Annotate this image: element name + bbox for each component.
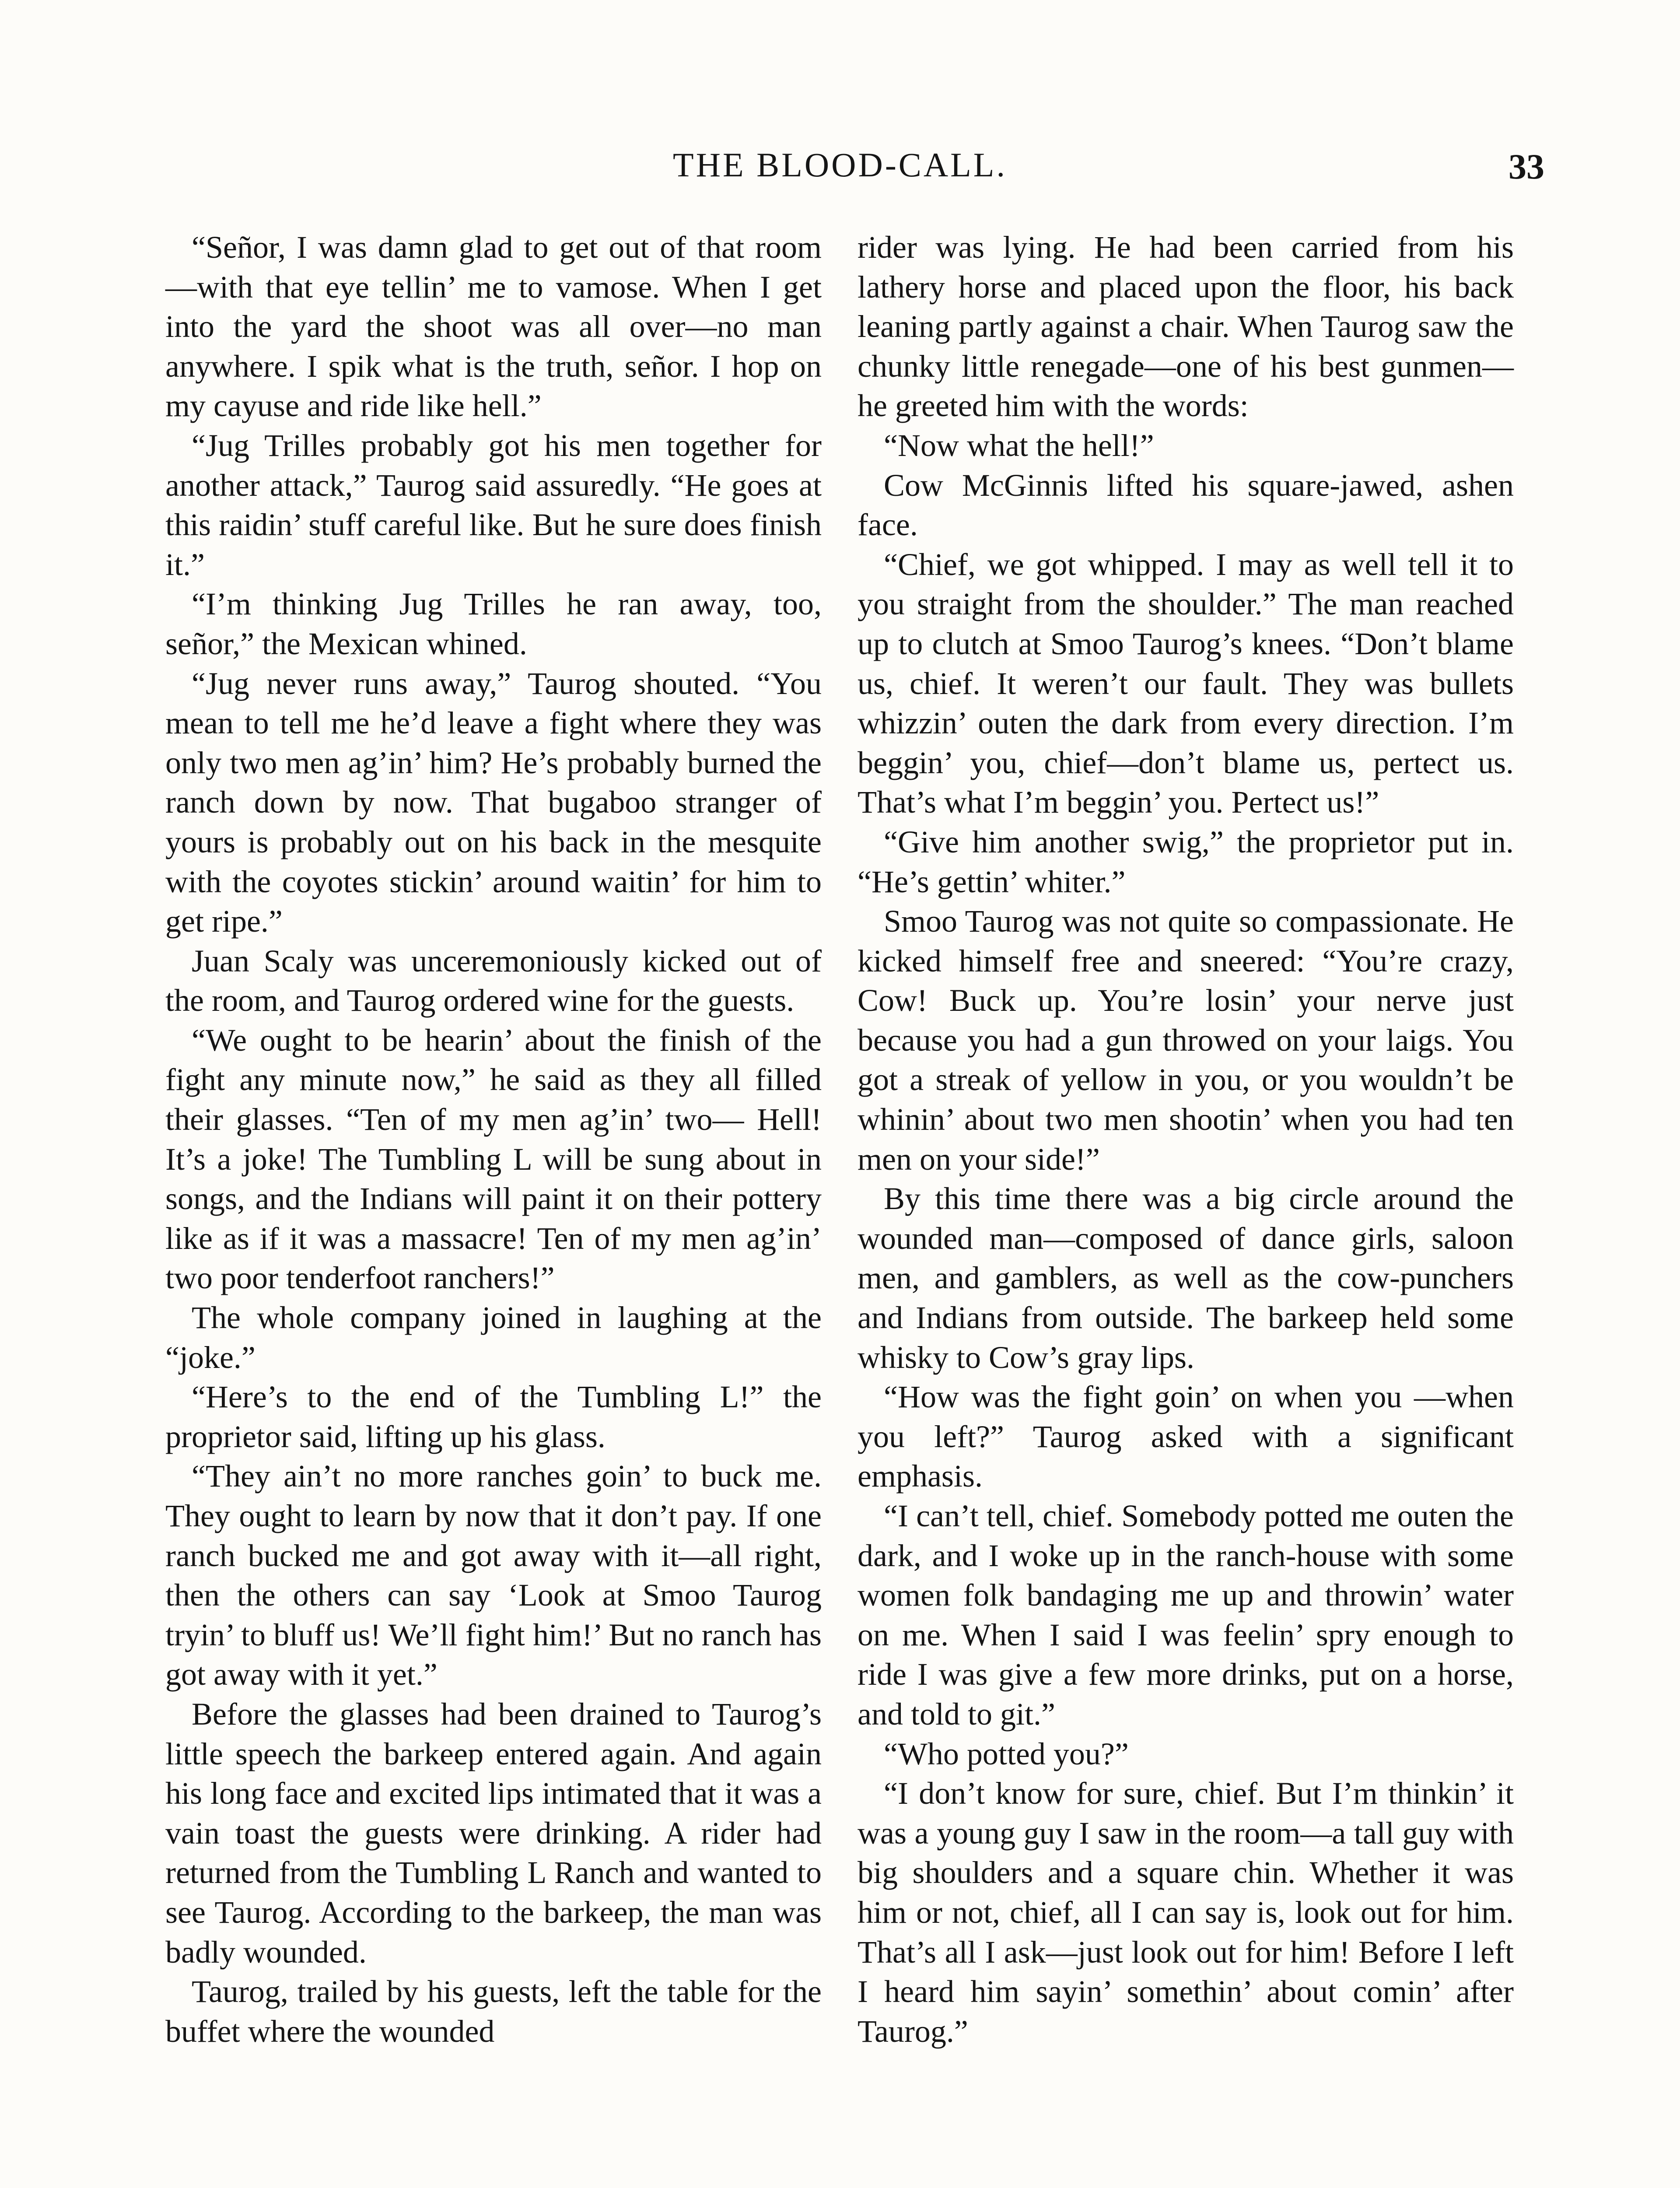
page-header — [0, 145, 1680, 198]
paragraph: “I’m thinking Jug Trilles he ran away, too, señor,” the Mexican whined. — [165, 586, 822, 661]
running-head: THE BLOOD-CALL. — [673, 146, 1007, 184]
paragraph: “I can’t tell, chief. Somebody potted me outen the dark, and I woke up in the ranch-house with some women folk bandaging me up and throwin’ water on me. When I said I was feelin’ spry enough to ride I was give a few more drinks, put on a horse, and told to git.” — [858, 1498, 1514, 1732]
paragraph: Before the glasses had been drained to Taurog’s little speech the barkeep entered again. And again his long face and excited lips intimated that it was a vain toast the guests were drinking. A rider had returned from the Tumbling L Ranch and wanted to see Taurog. According to the barkeep, the man was badly wounded. — [165, 1696, 822, 1970]
paragraph: rider was lying. He had been carried from his lathery horse and placed upon the floor, his back leaning partly against a chair. When Taurog saw the chunky little renegade—one of his best gunmen—he greeted him with the words: — [858, 230, 1514, 424]
paragraph: “I don’t know for sure, chief. But I’m thinkin’ it was a young guy I saw in the room—a tall guy with big shoulders and a square chin. Whether it was him or not, chief, all I can say is, look out for him. That’s all I ask—just look out for him! Before I left I heard him sayin’ somethin’ about comin’ after Taurog.” — [858, 1776, 1514, 2049]
paragraph: “Jug never runs away,” Taurog shouted. “You mean to tell me he’d leave a fight where they was only two men ag’in’ him? He’s probably burned the ranch down by now. That bugaboo stranger of yours is probably out on his back in the mesquite with the coyotes stickin’ around waitin’ for him to get ripe.” — [165, 666, 822, 939]
paragraph: The whole company joined in laughing at the “joke.” — [165, 1300, 822, 1375]
paragraph: “Now what the hell!” — [884, 428, 1154, 463]
paragraph: “Give him another swig,” the proprietor put in. “He’s gettin’ whiter.” — [858, 824, 1514, 899]
paragraph: “Jug Trilles probably got his men together for another attack,” Taurog said assuredly. “He goes at this raidin’ stuff careful like. But he sure does finish it.” — [165, 428, 822, 582]
paragraph: “Here’s to the end of the Tumbling L!” the proprietor said, lifting up his glass. — [165, 1379, 822, 1454]
page-number: 33 — [1508, 147, 1544, 186]
paragraph: Juan Scaly was unceremoniously kicked out of the room, and Taurog ordered wine for the guests. — [165, 943, 822, 1018]
paragraph: Smoo Taurog was not quite so compassionate. He kicked himself free and sneered: “You’re crazy, Cow! Buck up. You’re losin’ your nerve just because you had a gun throwed on your laigs. You got a streak of yellow in you, or you wouldn’t be whinin’ about two men shootin’ when you had ten men on your side!” — [858, 904, 1514, 1177]
left-column — [165, 228, 822, 2051]
paragraph: “We ought to be hearin’ about the finish of the fight any minute now,” he said as they all filled their glasses. “Ten of my men ag’in’ two— Hell! It’s a joke! The Tumbling L will be sung about in songs, and the Indians will paint it on their pottery like as if it was a massacre! Ten of my men ag’in’ two poor tenderfoot ranchers!” — [165, 1022, 822, 1296]
right-column — [858, 228, 1514, 2051]
paragraph: Cow McGinnis lifted his square-jawed, ashen face. — [858, 467, 1514, 543]
paragraph: By this time there was a big circle around the wounded man—composed of dance girls, saloon men, and gamblers, as well as the cow-punchers and Indians from outside. The barkeep held some whisky to Cow’s gray lips. — [858, 1181, 1514, 1375]
paragraph: “They ain’t no more ranches goin’ to buck me. They ought to learn by now that it don’t pay. If one ranch bucked me and got away with it—all right, then the others can say ‘Look at Smoo Taurog tryin’ to bluff us! We’ll fight him!’ But no ranch has got away with it yet.” — [165, 1459, 822, 1692]
paragraph: “Who potted you?” — [884, 1736, 1129, 1771]
paragraph: “Señor, I was damn glad to get out of that room—with that eye tellin’ me to vamose. When I get into the yard the shoot was all over—no man anywhere. I spik what is the truth, señor. I hop on my cayuse and ride like hell.” — [165, 230, 822, 424]
paragraph: “Chief, we got whipped. I may as well tell it to you straight from the shoulder.” The man reached up to clutch at Smoo Taurog’s knees. “Don’t blame us, chief. It weren’t our fault. They was bullets whizzin’ outen the dark from every direction. I’m beggin’ you, chief—don’t blame us, pertect us. That’s what I’m beggin’ you. Pertect us!” — [858, 547, 1514, 820]
paragraph: Taurog, trailed by his guests, left the table for the buffet where the wounded — [165, 1974, 822, 2049]
paragraph: “How was the fight goin’ on when you —when you left?” Taurog asked with a significant emphasis. — [858, 1379, 1514, 1494]
